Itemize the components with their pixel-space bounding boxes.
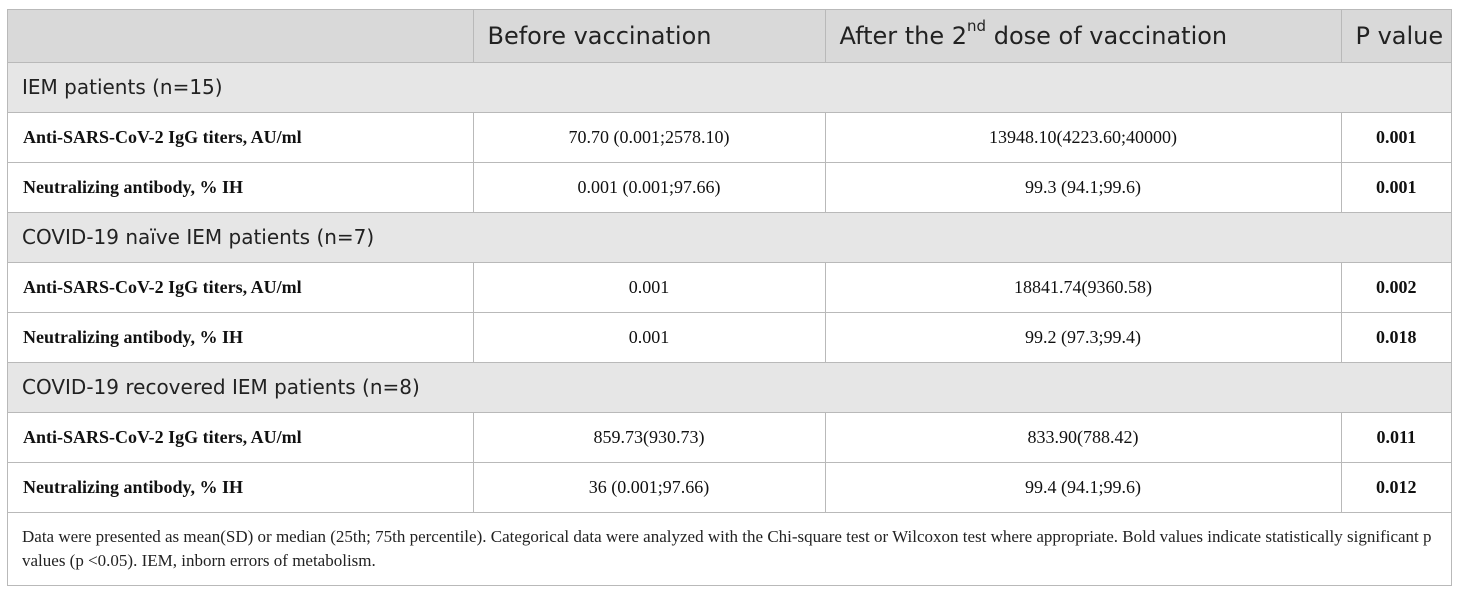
before-value: 70.70 (0.001;2578.10) — [473, 112, 825, 162]
group-title: COVID-19 recovered IEM patients (n=8) — [8, 362, 1451, 412]
p-value: 0.001 — [1341, 112, 1451, 162]
results-table — [8, 10, 1451, 585]
header-after-sup: nd — [967, 17, 987, 36]
header-empty — [8, 10, 473, 62]
table-row — [8, 462, 1451, 512]
header-p-value: P value — [1341, 10, 1451, 62]
header-after-second-dose — [825, 10, 1341, 62]
after-value: 833.90(788.42) — [825, 412, 1341, 462]
p-value: 0.018 — [1341, 312, 1451, 362]
table-row — [8, 162, 1451, 212]
group-title: COVID-19 naïve IEM patients (n=7) — [8, 212, 1451, 262]
group-row-recovered — [8, 362, 1451, 412]
header-after-post: dose of vaccination — [986, 22, 1228, 51]
before-value: 859.73(930.73) — [473, 412, 825, 462]
table-row — [8, 412, 1451, 462]
table-row — [8, 312, 1451, 362]
p-value: 0.001 — [1341, 162, 1451, 212]
results-table-container — [7, 9, 1452, 586]
before-value: 0.001 — [473, 262, 825, 312]
table-row — [8, 262, 1451, 312]
row-label: Anti-SARS-CoV-2 IgG titers, AU/ml — [8, 262, 473, 312]
p-value: 0.002 — [1341, 262, 1451, 312]
row-label: Anti-SARS-CoV-2 IgG titers, AU/ml — [8, 412, 473, 462]
header-row — [8, 10, 1451, 62]
after-value: 13948.10(4223.60;40000) — [825, 112, 1341, 162]
group-title: IEM patients (n=15) — [8, 62, 1451, 112]
after-value: 18841.74(9360.58) — [825, 262, 1341, 312]
before-value: 0.001 (0.001;97.66) — [473, 162, 825, 212]
footnote-row — [8, 512, 1451, 585]
header-after-pre: After the 2 — [839, 22, 968, 51]
p-value: 0.012 — [1341, 462, 1451, 512]
row-label: Neutralizing antibody, % IH — [8, 162, 473, 212]
after-value: 99.2 (97.3;99.4) — [825, 312, 1341, 362]
table-row — [8, 112, 1451, 162]
before-value: 36 (0.001;97.66) — [473, 462, 825, 512]
p-value: 0.011 — [1341, 412, 1451, 462]
row-label: Neutralizing antibody, % IH — [8, 312, 473, 362]
table-footnote: Data were presented as mean(SD) or median (25th; 75th percentile). Categorical data were analyzed with the Chi-square test or Wilcoxon test where appropriate. Bold values indicate statistically significant p values (p <0.05). IEM, inborn errors of metabolism. — [22, 526, 1432, 570]
row-label: Neutralizing antibody, % IH — [8, 462, 473, 512]
group-row-naive — [8, 212, 1451, 262]
group-row-iem — [8, 62, 1451, 112]
after-value: 99.4 (94.1;99.6) — [825, 462, 1341, 512]
header-before-vaccination: Before vaccination — [473, 10, 825, 62]
row-label: Anti-SARS-CoV-2 IgG titers, AU/ml — [8, 112, 473, 162]
before-value: 0.001 — [473, 312, 825, 362]
after-value: 99.3 (94.1;99.6) — [825, 162, 1341, 212]
